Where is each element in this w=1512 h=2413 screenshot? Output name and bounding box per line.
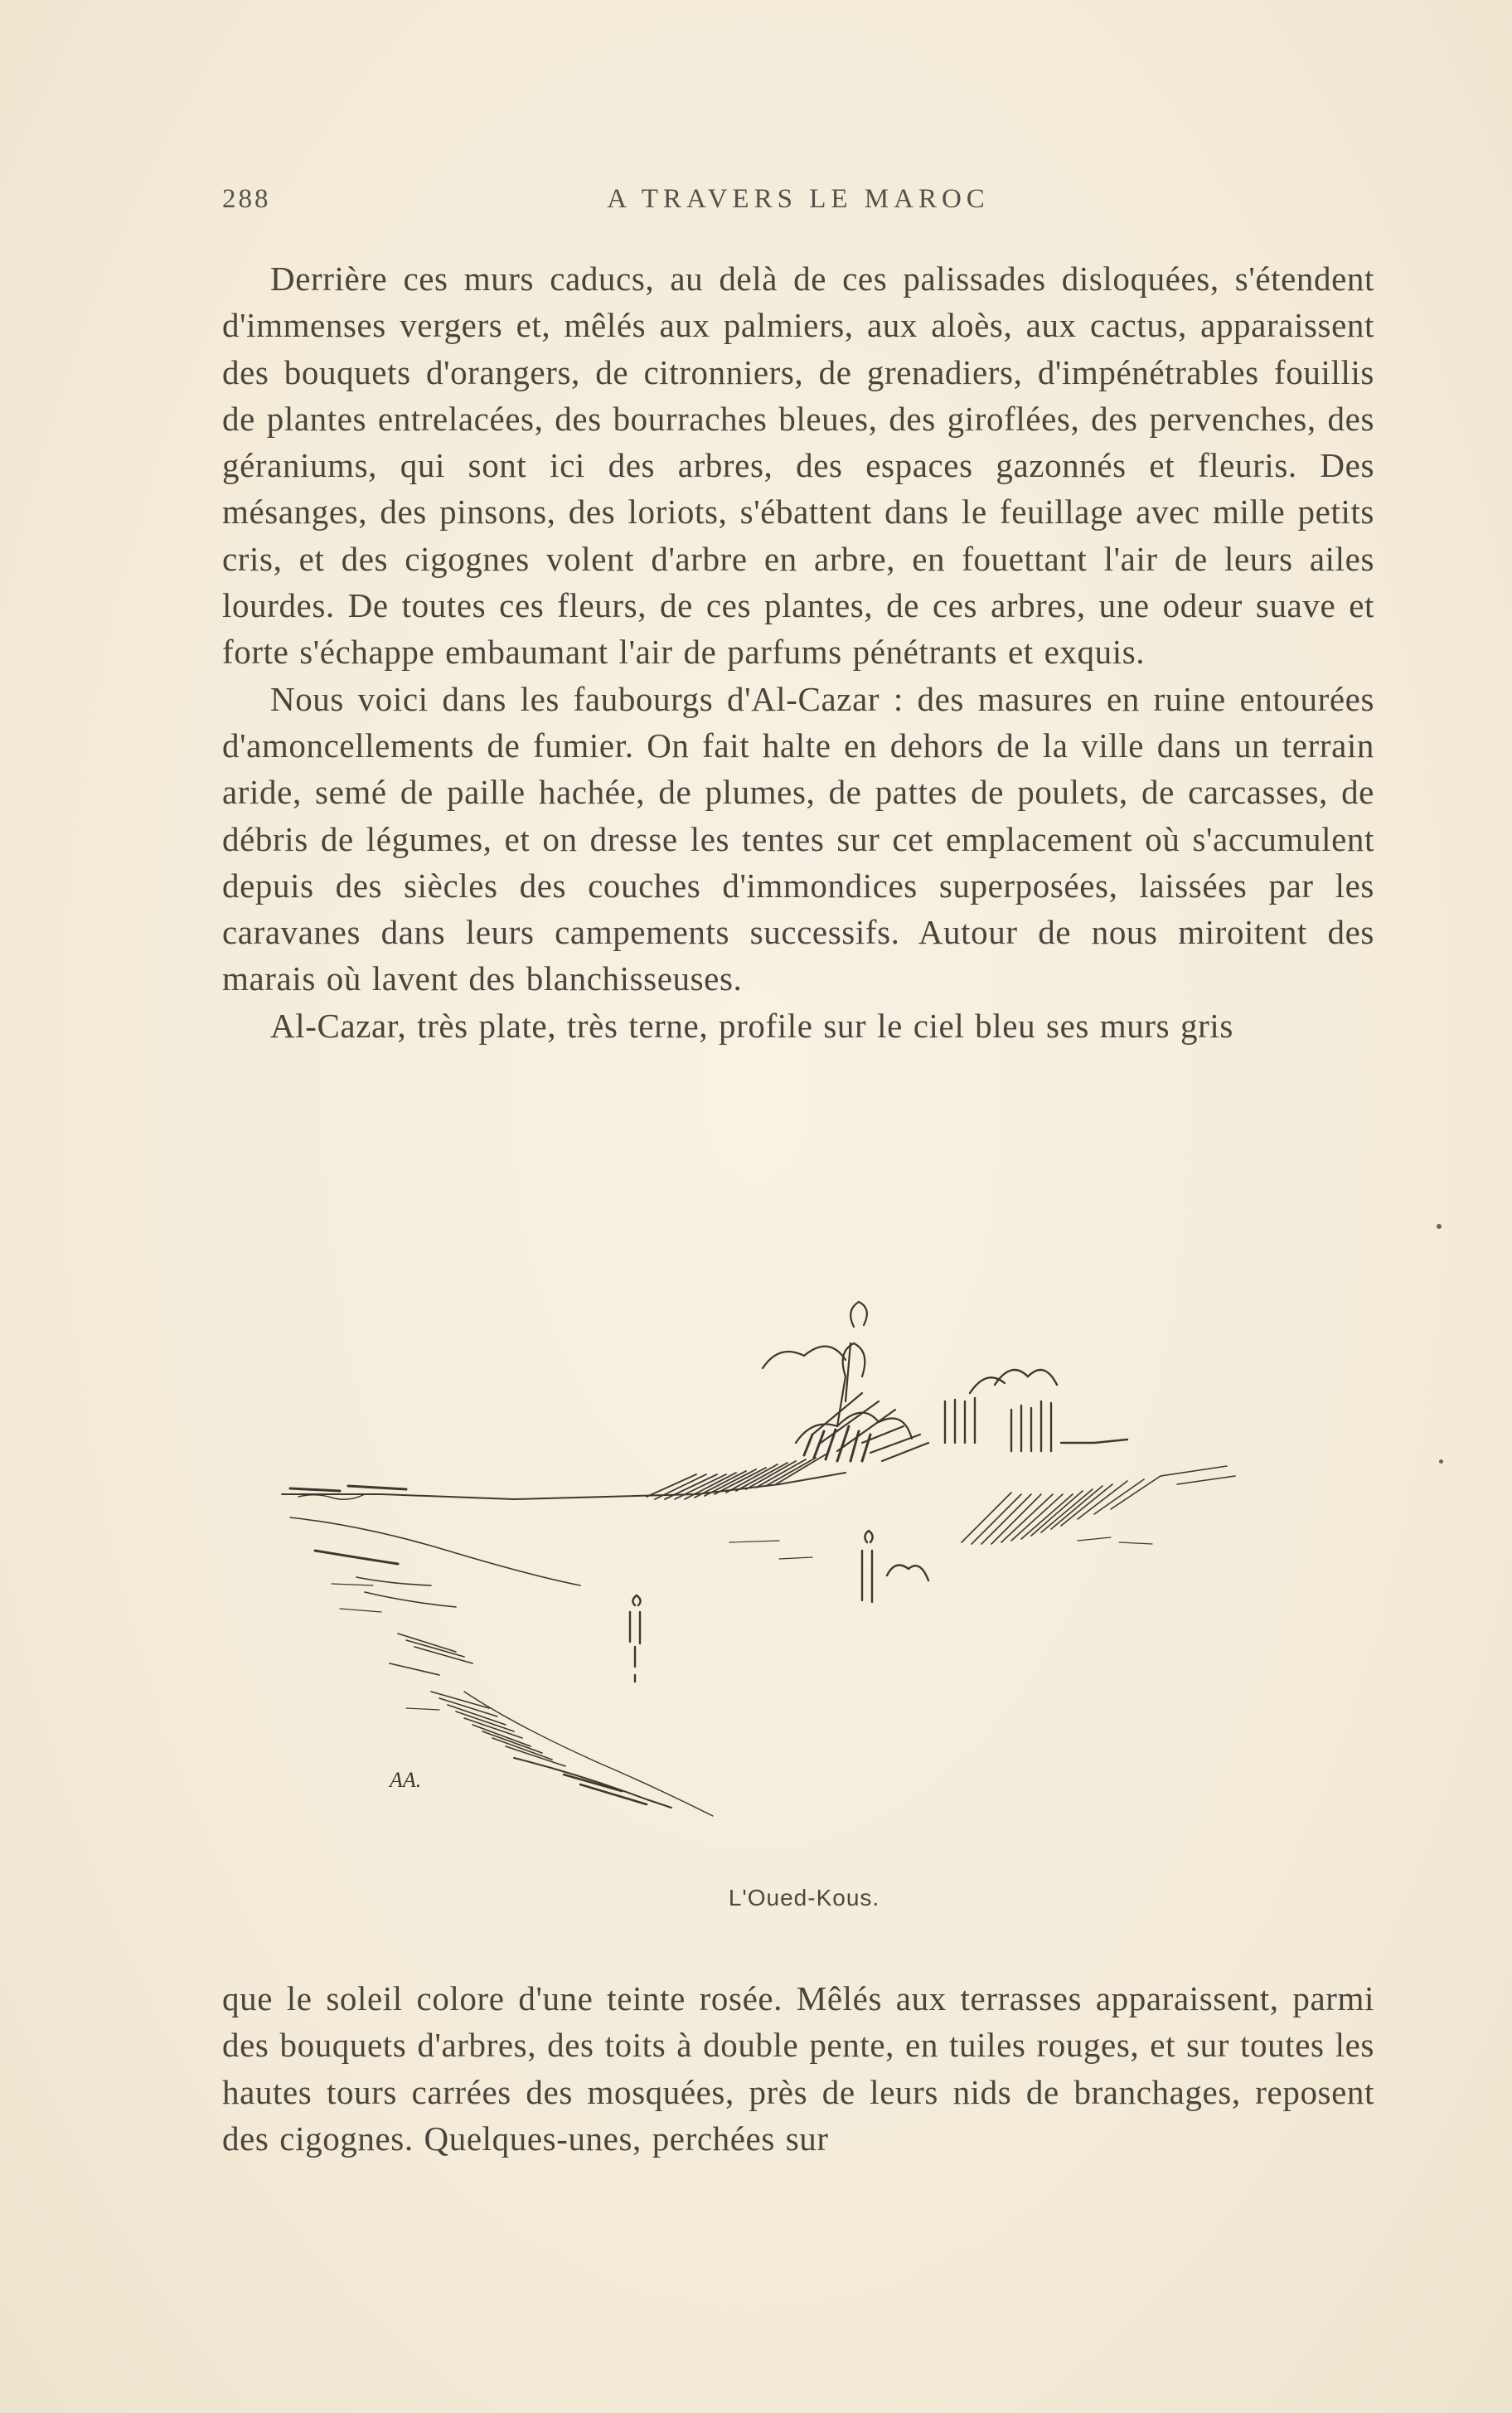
artist-signature: AA. xyxy=(390,1768,422,1792)
print-speck xyxy=(1439,1459,1443,1464)
illustration-oued-kous xyxy=(265,1277,1343,1910)
running-title: A TRAVERS LE MAROC xyxy=(607,184,990,214)
paragraph-4: que le soleil colore d'une teinte rosée. Mêlés aux terrasses apparaissent, parmi des bouquets d'arbres, des toits à double pente, en tuiles rouges, et sur toutes les hautes tours carrées des mosquées, près de leurs nids de branchages, reposent des cigognes. Quelques-unes, perchées sur xyxy=(222,1979,1374,2158)
paragraph-3: Al-Cazar, très plate, très terne, profile sur le ciel bleu ses murs gris xyxy=(270,1006,1233,1045)
paragraph-2: Nous voici dans les faubourgs d'Al-Cazar : des masures en ruine entourées d'amoncellements de fumier. On fait halte en dehors de la ville dans un terrain aride, semé de paille hachée, de plumes, de pattes de poulets, de carcasses, de débris de légumes, et on dresse les tentes sur cet emplacement où s'accumulent depuis des siècles des couches d'immondices superposées, laissées par les caravanes dans leurs campements successifs. Autour de nous miroitent des marais où lavent des blanchisseuses. xyxy=(222,679,1374,998)
figure-caption: L'Oued-Kous. xyxy=(728,1885,880,1910)
body-text-top xyxy=(222,255,1374,1049)
paragraph-1: Derrière ces murs caducs, au delà de ces palissades disloquées, s'étendent d'immenses vergers et, mêlés aux palmiers, aux aloès, aux cactus, apparaissent des bouquets d'orangers, de citronniers, de grenadiers, d'impénétrables fouillis de plantes entrelacées, des bourraches bleues, des giroflées, des pervenches, des géraniums, qui sont ici des arbres, des espaces gazonnés et fleuris. Des mésanges, des pinsons, des loriots, s'ébattent dans le feuillage avec mille petits cris, et des cigognes volent d'arbre en arbre, en fouettant l'air de leurs ailes lourdes. De toutes ces fleurs, de ces plantes, de ces arbres, une odeur suave et forte s'échappe embaumant l'air de parfums pénétrants et exquis. xyxy=(222,260,1374,672)
running-head xyxy=(222,184,1374,226)
print-speck xyxy=(1437,1224,1442,1229)
page-number: 288 xyxy=(222,184,271,214)
body-text-bottom xyxy=(222,1975,1374,2162)
landscape-sketch xyxy=(265,1277,1343,1841)
